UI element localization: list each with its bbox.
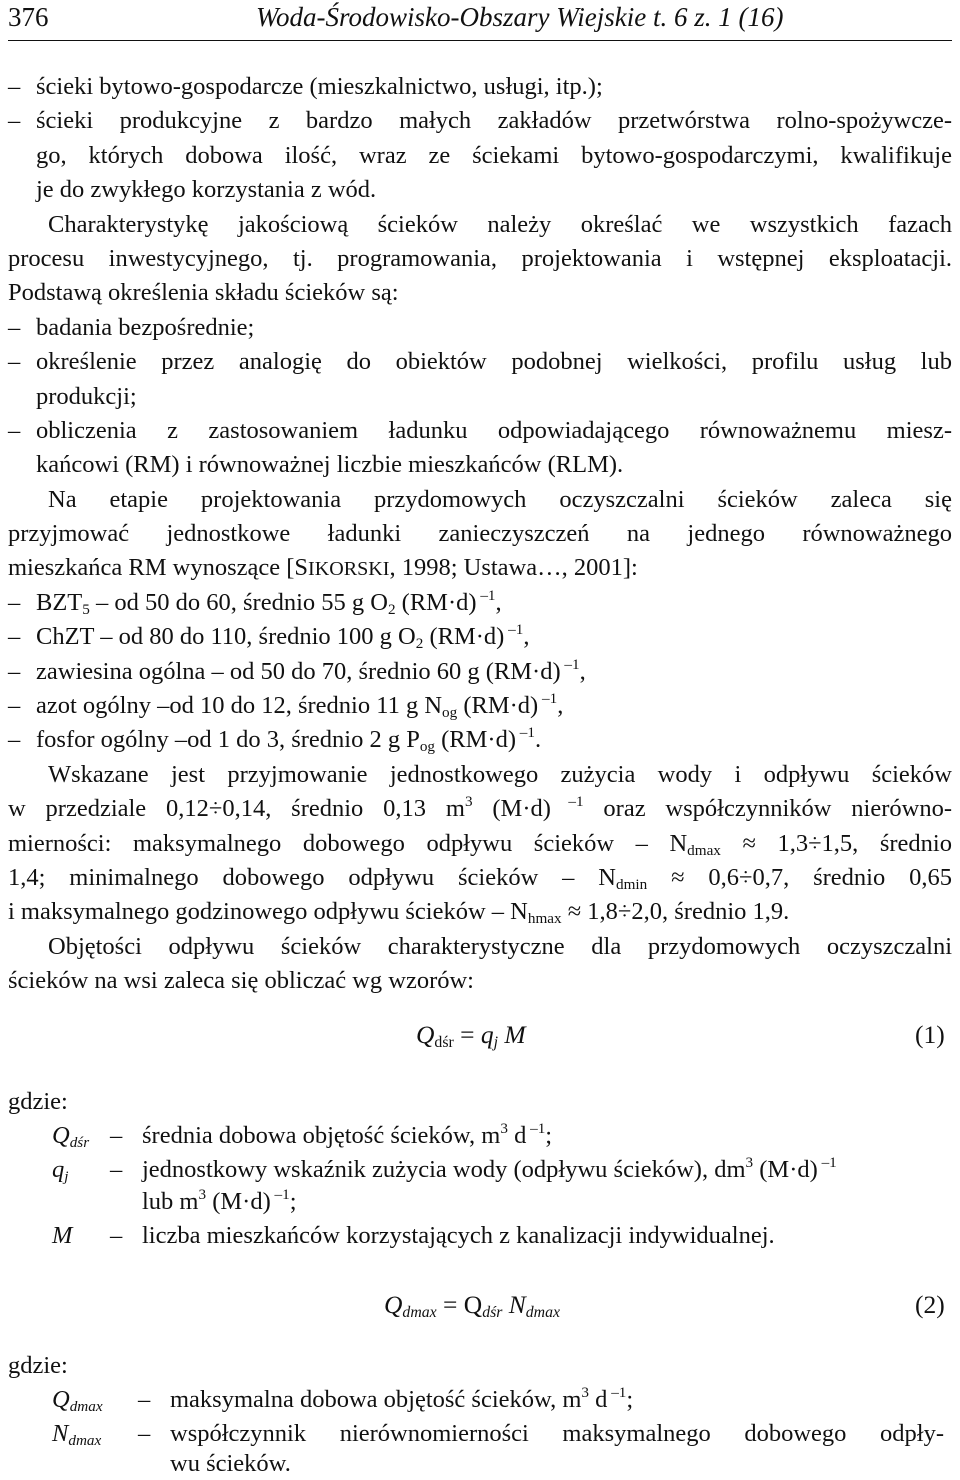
text-run: ≈ 1,3÷1,5, średnio bbox=[720, 829, 952, 857]
paragraph-line: przyjmować jednostkowe ładunki zanieczyszczeń na jednego równoważnego bbox=[8, 520, 952, 548]
def-text-continuation bbox=[142, 1188, 297, 1216]
list-item-text: obliczenia z zastosowaniem ładunku odpowiadającego równoważnemu miesz- bbox=[36, 416, 952, 444]
superscript: –1 bbox=[516, 724, 535, 742]
text-run: d bbox=[589, 1386, 608, 1413]
subscript: dmax bbox=[402, 1303, 437, 1321]
symbol-Q: Q bbox=[384, 1290, 403, 1319]
header-rule bbox=[8, 40, 952, 41]
subscript: dmax bbox=[687, 841, 721, 859]
def-dash: – bbox=[110, 1122, 123, 1149]
dash-bullet: – bbox=[8, 416, 21, 444]
text-run: (M·d) bbox=[206, 1188, 271, 1215]
text-run: (RM·d) bbox=[395, 588, 477, 616]
paragraph-line: Podstawą określenia składu ścieków są: bbox=[8, 279, 399, 307]
paragraph-line bbox=[8, 551, 952, 585]
text-run: 1,4; minimalnego dobowego odpływu ścieków – N bbox=[8, 863, 616, 891]
list-item bbox=[8, 311, 952, 345]
subscript: og bbox=[442, 703, 458, 721]
paragraph-line: Na etapie projektowania przydomowych oczyszczalni ścieków zaleca się bbox=[48, 485, 952, 513]
load-item-bzt bbox=[8, 586, 952, 620]
def-dash: – bbox=[138, 1420, 151, 1447]
text-run: BZT bbox=[36, 588, 83, 616]
text-run: fosfor ogólny –od 1 do 3, średnio 2 g P bbox=[36, 726, 420, 754]
text-run: i maksymalnego godzinowego odpływu ścieków – N bbox=[8, 898, 528, 926]
superscript: –1 bbox=[817, 1154, 837, 1172]
text-run: ≈ 0,6÷0,7, średnio 0,65 bbox=[647, 863, 952, 891]
dash-bullet: – bbox=[8, 692, 21, 720]
superscript: –1 bbox=[504, 621, 524, 639]
dash-bullet: – bbox=[8, 726, 21, 754]
text-run: , bbox=[557, 692, 564, 720]
load-item-phosphorus bbox=[8, 723, 952, 757]
dash-bullet: – bbox=[8, 313, 21, 341]
subscript: dśr bbox=[434, 1033, 454, 1051]
text-run: średnia dobowa objętość ścieków, m bbox=[142, 1122, 501, 1149]
text-run: jednostkowy wskaźnik zużycia wody (odpływu ścieków), dm bbox=[142, 1156, 746, 1183]
where-label: gdzie: bbox=[8, 1088, 68, 1115]
paragraph-line: Wskazane jest przyjmowanie jednostkowego zużycia wody i odpływu ścieków bbox=[48, 760, 952, 788]
equation-number-1: (1) bbox=[915, 1020, 945, 1049]
symbol-M: M bbox=[52, 1222, 73, 1249]
def-text-continuation: wu ścieków. bbox=[170, 1450, 291, 1477]
text-run: , 1998; Ustawa…, 2001]: bbox=[389, 554, 638, 582]
superscript: –1 bbox=[526, 1120, 546, 1138]
text-run: ChZT – od 80 do 110, średnio 100 g O bbox=[36, 623, 416, 651]
text-run: lub m bbox=[142, 1188, 199, 1215]
text-run: , bbox=[495, 588, 502, 616]
text-run: mierności: maksymalnego dobowego odpływu ścieków – N bbox=[8, 829, 688, 857]
symbol-N: N bbox=[52, 1420, 69, 1447]
load-item-nitrogen bbox=[8, 689, 952, 723]
formula-2 bbox=[384, 1290, 560, 1320]
superscript: 3 bbox=[745, 1154, 754, 1172]
formula-1 bbox=[416, 1020, 526, 1050]
superscript: –1 bbox=[476, 587, 496, 604]
symbol-q: q bbox=[480, 1020, 494, 1049]
symbol-Q: Q bbox=[416, 1020, 435, 1049]
text-run: . bbox=[534, 726, 542, 754]
text-run: ; bbox=[626, 1386, 634, 1413]
symbol-Q: Q bbox=[52, 1122, 70, 1149]
text-run: zawiesina ogólna – od 50 do 70, średnio 60 g (RM·d) bbox=[36, 657, 561, 685]
paragraph-line: procesu inwestycyjnego, tj. programowania, projektowania i wstępnej eksploatacji. bbox=[8, 244, 952, 272]
dash-bullet: – bbox=[8, 623, 21, 651]
equals: = Q bbox=[436, 1290, 483, 1319]
subscript: dmax bbox=[525, 1303, 560, 1321]
subscript: j bbox=[64, 1167, 69, 1185]
list-item-continuation: kańcowi (RM) i równoważnej liczbie mieszkańców (RLM). bbox=[36, 451, 624, 479]
text-run: (M·d) bbox=[753, 1156, 818, 1183]
dash-bullet: – bbox=[8, 348, 21, 376]
subscript: hmax bbox=[527, 910, 562, 928]
subscript: 2 bbox=[415, 635, 424, 653]
superscript: –1 bbox=[538, 690, 558, 708]
text-run: (RM·d) bbox=[435, 726, 516, 754]
def-symbol bbox=[52, 1420, 101, 1448]
text-run: ≈ 1,8÷2,0, średnio 1,9. bbox=[561, 898, 790, 926]
def-symbol bbox=[52, 1222, 72, 1250]
list-item-continuation: je do zwykłego korzystania z wód. bbox=[36, 176, 377, 204]
page-number: 376 bbox=[8, 2, 49, 32]
where-label: gdzie: bbox=[8, 1352, 68, 1379]
running-header bbox=[8, 2, 952, 40]
text-run: (RM·d) bbox=[457, 692, 539, 720]
subscript-j: j bbox=[493, 1033, 499, 1051]
load-item-chzt bbox=[8, 620, 952, 654]
subscript: 5 bbox=[82, 600, 90, 618]
def-symbol bbox=[52, 1156, 68, 1184]
def-symbol bbox=[52, 1122, 89, 1150]
superscript: 3 bbox=[581, 1384, 590, 1402]
superscript: 3 bbox=[500, 1120, 508, 1138]
dash-bullet: – bbox=[8, 657, 21, 685]
subscript: dmax bbox=[69, 1397, 103, 1415]
def-dash: – bbox=[110, 1156, 123, 1183]
def-dash: – bbox=[110, 1222, 123, 1249]
paragraph-line: ścieków na wsi zaleca się obliczać wg wzorów: bbox=[8, 967, 474, 995]
paragraph-line: Charakterystykę jakościową ścieków należy określać we wszystkich fazach bbox=[48, 210, 952, 238]
subscript: og bbox=[419, 738, 436, 756]
def-dash: – bbox=[138, 1386, 151, 1413]
list-item-text: badania bezpośrednie; bbox=[36, 313, 255, 341]
paragraph-line bbox=[8, 895, 952, 929]
text-run: oraz współczynników nierówno- bbox=[583, 795, 953, 823]
text-run: (M·d) bbox=[472, 795, 551, 823]
symbol-Q: Q bbox=[52, 1386, 70, 1413]
subscript: dmax bbox=[68, 1431, 102, 1449]
text-run: – od 50 do 60, średnio 55 g O bbox=[89, 588, 388, 616]
list-item bbox=[8, 414, 952, 448]
paragraph-line bbox=[8, 861, 952, 895]
text-run: , bbox=[523, 623, 530, 651]
journal-title: Woda-Środowisko-Obszary Wiejskie t. 6 z. 1 (16) bbox=[256, 2, 784, 32]
symbol-N: N bbox=[502, 1290, 526, 1319]
subscript: dśr bbox=[482, 1303, 503, 1321]
list-item bbox=[8, 104, 952, 138]
subscript: dśr bbox=[69, 1133, 90, 1151]
def-text bbox=[142, 1122, 552, 1150]
text-run: (RM·d) bbox=[423, 623, 505, 651]
text-run: w przedziale 0,12÷0,14, średnio 0,13 m bbox=[8, 795, 465, 823]
dash-bullet: – bbox=[8, 588, 21, 616]
superscript: –1 bbox=[270, 1186, 290, 1204]
list-item-continuation: go, których dobowa ilość, wraz ze ściekami bytowo-gospodarczymi, kwalifikuje bbox=[36, 141, 952, 169]
superscript: 3 bbox=[464, 793, 473, 811]
load-item-suspended-solids bbox=[8, 655, 952, 689]
text-run: ; bbox=[545, 1122, 553, 1149]
small-caps-author: IKORSKI bbox=[308, 558, 390, 581]
text-run: , bbox=[579, 657, 586, 685]
list-item bbox=[8, 70, 952, 104]
text-run: ; bbox=[289, 1188, 297, 1215]
superscript: –1 bbox=[560, 655, 580, 673]
def-text: współczynnik nierównomierności maksymalnego dobowego odpły- bbox=[170, 1420, 944, 1447]
equals: = bbox=[453, 1020, 481, 1049]
equation-number-2: (2) bbox=[915, 1290, 945, 1319]
def-symbol bbox=[52, 1386, 103, 1414]
dash-bullet: – bbox=[8, 73, 21, 100]
list-item bbox=[8, 345, 952, 379]
def-text: liczba mieszkańców korzystających z kanalizacji indywidualnej. bbox=[142, 1222, 775, 1249]
list-item-continuation: produkcji; bbox=[36, 382, 137, 410]
superscript: 3 bbox=[198, 1186, 207, 1204]
body-text bbox=[8, 70, 952, 999]
symbol-M: M bbox=[498, 1020, 526, 1049]
list-item-text: ścieki produkcyjne z bardzo małych zakładów przetwórstwa rolno-spożywcze- bbox=[36, 107, 952, 135]
superscript: –1 bbox=[550, 793, 584, 811]
text-run: mieszkańca RM wynoszące [S bbox=[8, 554, 309, 582]
paragraph-line bbox=[8, 792, 952, 826]
dash-bullet: – bbox=[8, 107, 21, 135]
text-run: maksymalna dobowa objętość ścieków, m bbox=[170, 1386, 582, 1413]
text-run: azot ogólny –od 10 do 12, średnio 11 g N bbox=[36, 692, 443, 720]
def-text bbox=[170, 1386, 633, 1414]
list-item-text: ścieki bytowo-gospodarcze (mieszkalnictwo, usługi, itp.); bbox=[36, 73, 603, 100]
def-text bbox=[142, 1156, 837, 1184]
subscript: 2 bbox=[387, 600, 396, 618]
symbol-q: q bbox=[52, 1156, 65, 1183]
paragraph-line: Objętości odpływu ścieków charakterystyczne dla przydomowych oczyszczalni bbox=[48, 932, 952, 960]
paragraph-line bbox=[8, 827, 952, 861]
subscript: dmin bbox=[616, 875, 648, 893]
text-run: d bbox=[507, 1122, 527, 1149]
list-item-text: określenie przez analogię do obiektów podobnej wielkości, profilu usług lub bbox=[36, 348, 952, 376]
superscript: –1 bbox=[607, 1384, 627, 1402]
